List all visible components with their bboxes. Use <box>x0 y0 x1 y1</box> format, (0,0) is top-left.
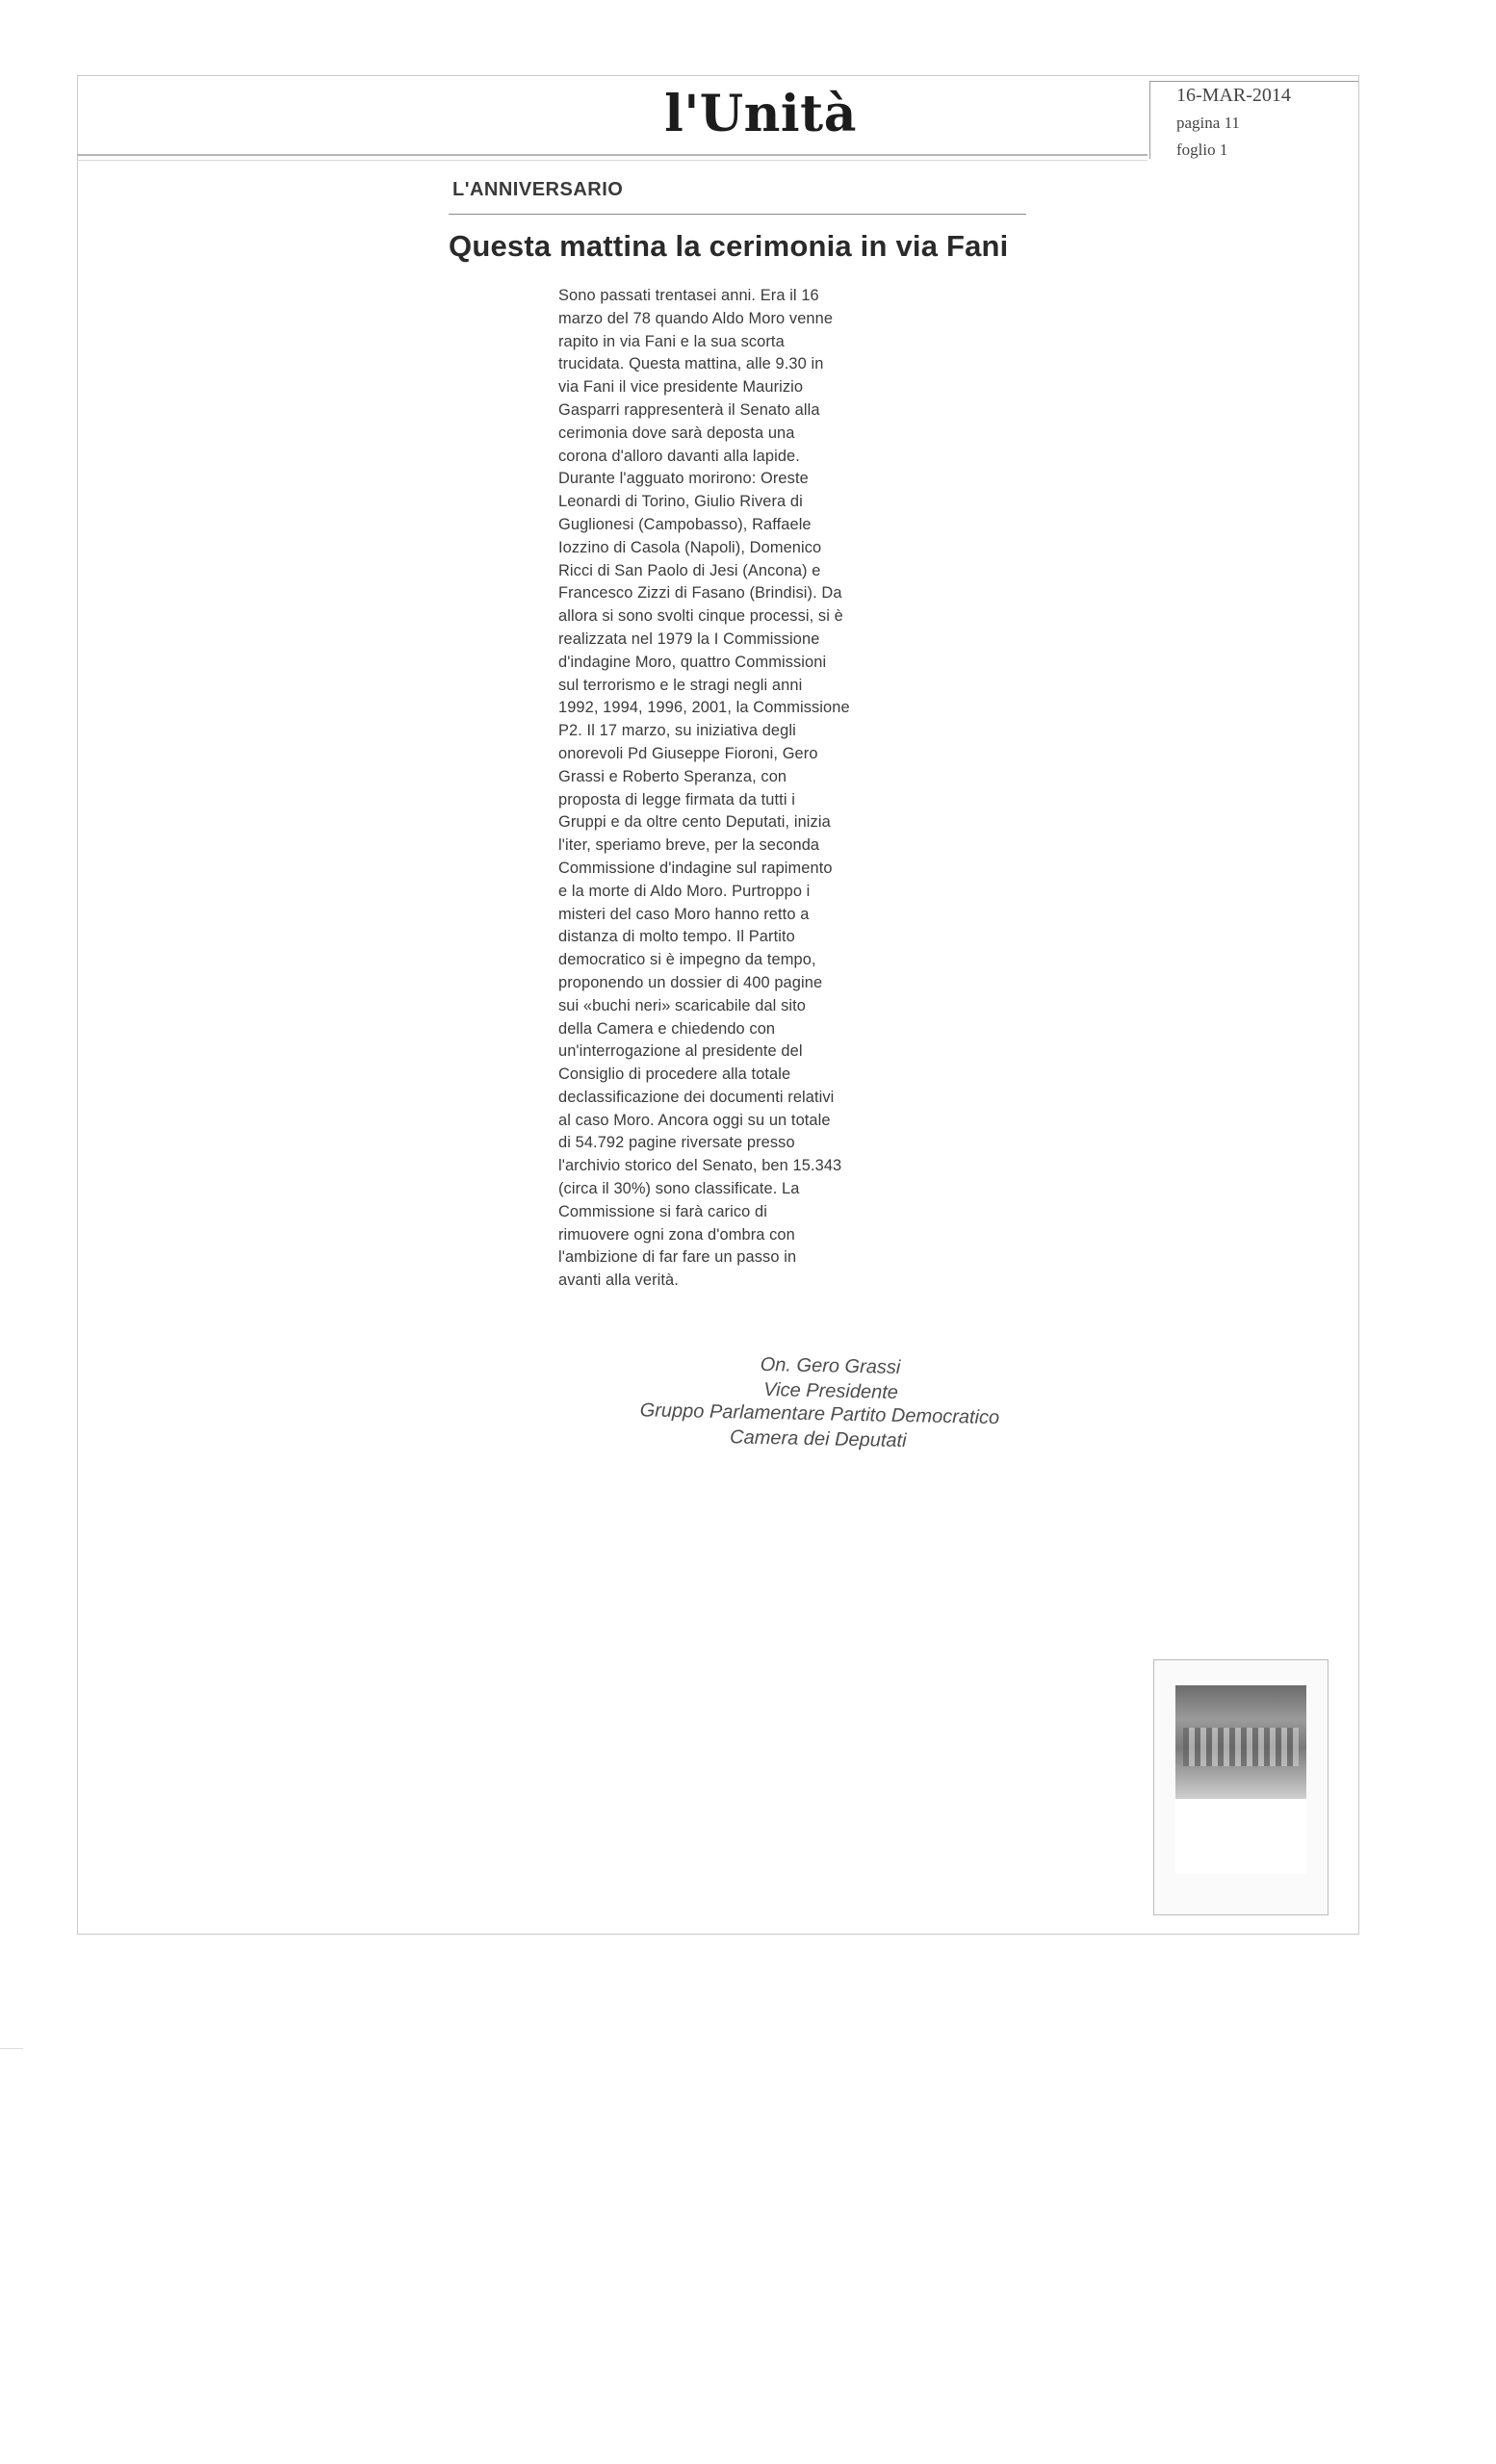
article-line: Grassi e Roberto Speranza, con <box>558 767 787 785</box>
article-line: Iozzino di Casola (Napoli), Domenico <box>558 538 822 556</box>
article-line: Gruppi e da oltre cento Deputati, inizia <box>558 813 831 832</box>
thumbnail-photo-detail <box>1183 1728 1299 1766</box>
article-line: cerimonia dove sarà deposta una <box>558 424 795 442</box>
article-line: rimuovere ogni zona d'ombra con <box>558 1225 795 1244</box>
newspaper-clipping-thumbnail-icon <box>1153 1659 1328 1915</box>
signature-role: Vice Presidente <box>762 1379 899 1403</box>
article-line: onorevoli Pd Giuseppe Fioroni, Gero <box>558 744 818 762</box>
article-line: declassificazione dei documenti relativi <box>558 1088 835 1106</box>
article-line: della Camera e chiedendo con <box>558 1019 776 1038</box>
signature-chamber: Camera dei Deputati <box>729 1426 907 1452</box>
header-divider <box>77 154 1148 156</box>
article-line: Francesco Zizzi di Fasano (Brindisi). Da <box>558 584 842 603</box>
article-line: Gasparri rappresenterà il Senato alla <box>558 400 820 419</box>
article-line: proposta di legge firmata da tutti i <box>558 790 795 808</box>
article-line: marzo del 78 quando Aldo Moro venne <box>558 309 834 327</box>
article-line: sul terrorismo e le stragi negli anni <box>558 676 803 694</box>
kicker-divider <box>449 214 1026 215</box>
thumbnail-photo <box>1175 1685 1306 1799</box>
newspaper-masthead: l'Unità <box>664 85 857 143</box>
article-line: allora si sono svolti cinque processi, si è <box>558 607 843 626</box>
article-line: misteri del caso Moro hanno retto a <box>558 905 810 923</box>
article-line: un'interrogazione al presidente del <box>558 1042 803 1061</box>
article-line: Commissione si farà carico di <box>558 1202 767 1220</box>
sheet-number: foglio 1 <box>1176 141 1228 159</box>
article-line: Consiglio di procedere alla totale <box>558 1065 791 1084</box>
article-line: avanti alla verità. <box>558 1271 679 1290</box>
article-line: via Fani il vice presidente Maurizio <box>558 378 804 397</box>
article-line: sui «buchi neri» scaricabile dal sito <box>558 996 806 1014</box>
article-line: l'iter, speriamo breve, per la seconda <box>558 836 820 855</box>
article-line: P2. Il 17 marzo, su iniziativa degli <box>558 722 796 740</box>
article-line: proponendo un dossier di 400 pagine <box>558 973 823 991</box>
signature-group: Gruppo Parlamentare Partito Democratico <box>639 1399 1000 1429</box>
article-line: corona d'alloro davanti alla lapide. <box>558 447 800 465</box>
scan-edge-mark <box>0 2048 23 2049</box>
article-line: l'ambizione di far fare un passo in <box>558 1248 797 1267</box>
article-line: Leonardi di Torino, Giulio Rivera di <box>558 493 803 511</box>
article-line: d'indagine Moro, quattro Commissioni <box>558 653 827 671</box>
article-line: rapito in via Fani e la sua scorta <box>558 332 785 350</box>
article-line: Sono passati trentasei anni. Era il 16 <box>558 287 819 304</box>
article-line: distanza di molto tempo. Il Partito <box>558 928 795 946</box>
publication-date: 16-MAR-2014 <box>1176 85 1291 106</box>
article-line: Guglionesi (Campobasso), Raffaele <box>558 515 812 533</box>
article-line: 1992, 1994, 1996, 2001, la Commissione <box>558 699 850 717</box>
header-divider-thin <box>77 160 1148 161</box>
signature-name: On. Gero Grassi <box>760 1353 901 1378</box>
page-number: pagina 11 <box>1176 114 1240 132</box>
article-line: l'archivio storico del Senato, ben 15.343 <box>558 1157 842 1175</box>
article-line: (circa il 30%) sono classificate. La <box>558 1180 800 1198</box>
article-line: Ricci di San Paolo di Jesi (Ancona) e <box>558 561 821 579</box>
article-line: democratico si è impegno da tempo, <box>558 951 816 969</box>
section-kicker: L'ANNIVERSARIO <box>452 179 624 200</box>
article-line: Commissione d'indagine sul rapimento <box>558 859 833 877</box>
article-line: trucidata. Questa mattina, alle 9.30 in <box>558 355 824 373</box>
article-line: al caso Moro. Ancora oggi su un totale <box>558 1111 831 1129</box>
article-line: Durante l'agguato morirono: Oreste <box>558 470 809 488</box>
article-line: realizzata nel 1979 la I Commissione <box>558 629 820 648</box>
thumbnail-page <box>1175 1685 1306 1874</box>
article-body <box>558 285 936 1293</box>
article-line: e la morte di Aldo Moro. Purtroppo i <box>558 882 811 900</box>
article-line: di 54.792 pagine riversate presso <box>558 1134 795 1152</box>
article-headline: Questa mattina la cerimonia in via Fani <box>449 229 1009 263</box>
